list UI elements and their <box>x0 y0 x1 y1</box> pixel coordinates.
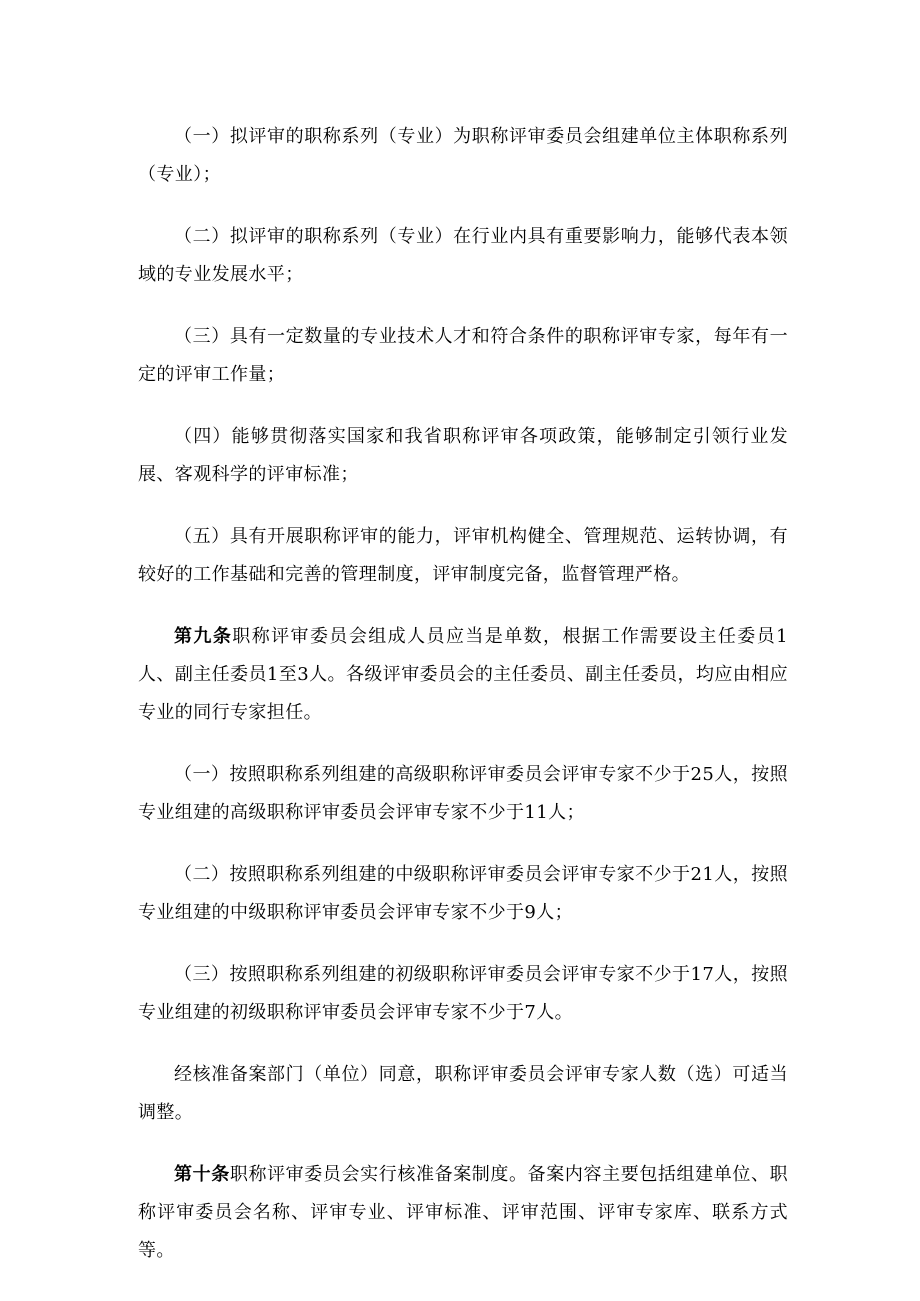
condition-item-5: （五）具有开展职称评审的能力，评审机构健全、管理规范、运转协调，有较好的工作基础和完善的管理制度，评审制度完备，监督管理严格。 <box>138 526 788 585</box>
article-9-heading: 第九条 <box>174 626 233 647</box>
article-9-paragraph <box>138 618 788 732</box>
document-page <box>138 118 788 1270</box>
expert-count-item-3: （三）按照职称系列组建的初级职称评审委员会评审专家不少于17人，按照专业组建的初级职称评审委员会评审专家不少于7人。 <box>138 964 788 1023</box>
article-9-body: 职称评审委员会组成人员应当是单数，根据工作需要设主任委员1人、副主任委员1至3人。各级评审委员会的主任委员、副主任委员，均应由相应专业的同行专家担任。 <box>138 626 788 723</box>
article-10-paragraph <box>138 1156 788 1270</box>
article-10-heading: 第十条 <box>174 1164 230 1185</box>
condition-item-1: （一）拟评审的职称系列（专业）为职称评审委员会组建单位主体职称系列（专业）； <box>138 126 788 185</box>
expert-count-item-1: （一）按照职称系列组建的高级职称评审委员会评审专家不少于25人，按照专业组建的高级职称评审委员会评审专家不少于11人； <box>138 764 788 823</box>
condition-item-2: （二）拟评审的职称系列（专业）在行业内具有重要影响力，能够代表本领域的专业发展水平； <box>138 226 788 285</box>
condition-item-3: （三）具有一定数量的专业技术人才和符合条件的职称评审专家，每年有一定的评审工作量； <box>138 326 788 385</box>
article-10-body: 职称评审委员会实行核准备案制度。备案内容主要包括组建单位、职称评审委员会名称、评审专业、评审标准、评审范围、评审专家库、联系方式等。 <box>138 1164 788 1261</box>
condition-item-4: （四）能够贯彻落实国家和我省职称评审各项政策，能够制定引领行业发展、客观科学的评审标准； <box>138 426 788 485</box>
adjustment-note: 经核准备案部门（单位）同意，职称评审委员会评审专家人数（选）可适当调整。 <box>138 1064 788 1123</box>
expert-count-item-2: （二）按照职称系列组建的中级职称评审委员会评审专家不少于21人，按照专业组建的中级职称评审委员会评审专家不少于9人； <box>138 864 788 923</box>
